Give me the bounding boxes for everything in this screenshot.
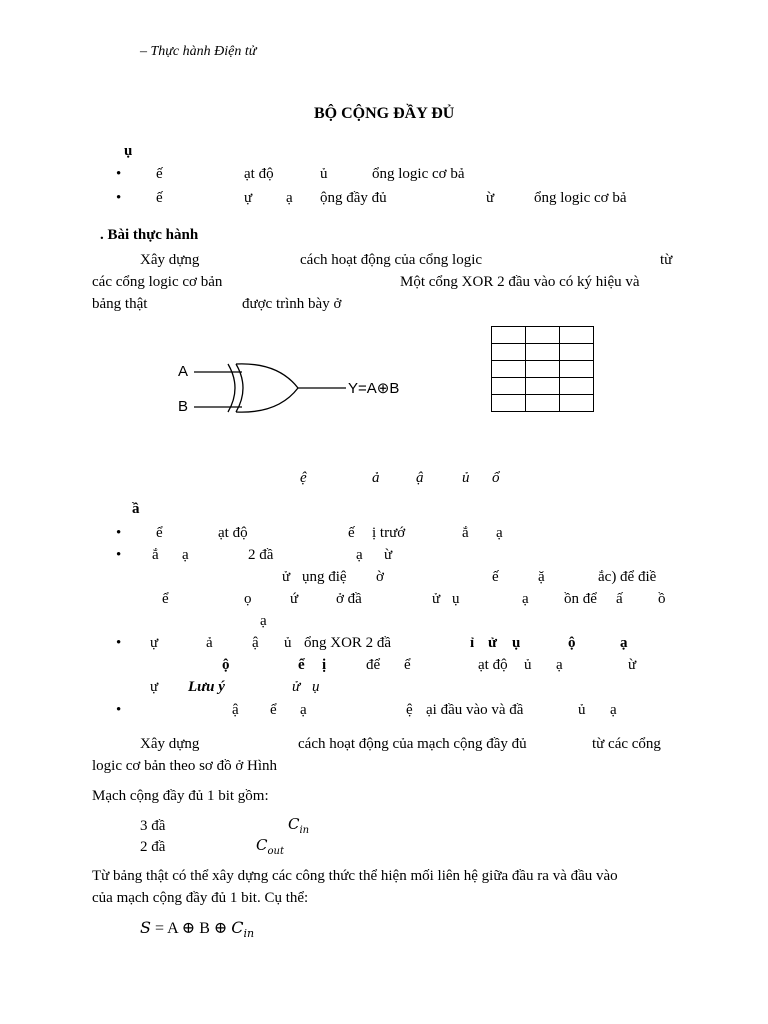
objective-1-frag: ổng logic cơ bả: [372, 166, 465, 182]
bullet-icon: •: [116, 635, 122, 651]
gate-body: [236, 364, 298, 412]
step4-frag: ạ: [610, 702, 617, 718]
table-cell: [492, 344, 526, 361]
step3-frag: ị: [322, 657, 327, 673]
para1-text: bảng thật: [92, 296, 148, 312]
step3-frag: ụ: [312, 679, 320, 695]
step3-frag: ộ: [568, 635, 576, 651]
step3-frag: ạ: [620, 635, 628, 651]
step2-frag: ồn để: [564, 591, 597, 607]
para2-text: Xây dựng: [140, 736, 200, 752]
step3-frag: ộ: [222, 657, 230, 673]
para2-text: logic cơ bản theo sơ đồ ở Hình: [92, 758, 278, 774]
step3-frag: ủ: [524, 657, 532, 673]
table-cell: [560, 344, 594, 361]
step2-frag: ế: [492, 569, 499, 585]
step3-frag: ể: [298, 657, 305, 673]
table-cell: [560, 361, 594, 378]
step2-frag: ở đầ: [336, 591, 362, 607]
step2-frag: ụng điệ: [302, 569, 347, 585]
step2-frag: ạ: [522, 591, 529, 607]
table-cell: [492, 327, 526, 344]
table-cell: [526, 361, 560, 378]
step2-frag: ạ: [356, 547, 363, 563]
objective-2-frag: ừ: [486, 190, 495, 206]
para1-text: được trình bày ở: [242, 296, 342, 312]
step2-frag: ặ: [538, 569, 545, 585]
table-cell: [526, 378, 560, 395]
step4-frag: ậ: [232, 702, 239, 718]
bullet-icon: •: [116, 525, 122, 541]
step2-frag: ừ: [384, 547, 393, 563]
para4-text: Từ bảng thật có thể xây dựng các công thức thể hiện mối liên hệ giữa đầu ra và đầu vào: [92, 868, 618, 884]
caption-frag: ổ: [492, 470, 500, 486]
step3-frag: ử: [488, 635, 498, 651]
outputs-label: 2 đầ: [140, 839, 166, 855]
step1-frag: ắ: [462, 525, 469, 541]
table-cell: [560, 395, 594, 412]
step2-frag: ọ: [244, 591, 252, 607]
para1-text: Xây dựng: [140, 252, 200, 268]
objective-2-frag: ự: [244, 190, 253, 206]
step3-frag: ậ: [252, 635, 259, 651]
table-cell: [492, 361, 526, 378]
para1-text: cách hoạt động của cổng logic: [300, 252, 483, 268]
bullet-icon: •: [116, 190, 122, 206]
para1-text: các cổng logic cơ bản: [92, 274, 223, 290]
step3-frag: ả: [206, 635, 213, 651]
objective-heading: ụ: [124, 143, 133, 159]
caption-frag: ủ: [462, 470, 470, 486]
gate-input-a-label: A: [178, 363, 189, 380]
step2-frag: ứ: [290, 591, 299, 607]
objective-2-frag: ộng đầy đủ: [320, 190, 387, 206]
para2-text: từ các cổng: [592, 736, 661, 752]
table-cell: [492, 378, 526, 395]
objective-1-frag: ủ: [320, 166, 328, 182]
bullet-icon: •: [116, 166, 122, 182]
step2-frag: ử: [282, 569, 291, 585]
xor-extra-curve: [228, 364, 235, 412]
table-cell: [526, 327, 560, 344]
step3-frag: ổng XOR 2 đầ: [304, 635, 392, 651]
step2-frag: ắc) để điề: [598, 569, 657, 585]
step3-frag: ạt độ: [478, 657, 508, 673]
step1-frag: ạ: [496, 525, 503, 541]
step2-frag: ể: [162, 591, 169, 607]
step2-frag: ấ: [616, 591, 623, 607]
step1-frag: ị trướ: [372, 525, 406, 541]
step3-frag: ự: [150, 679, 159, 695]
objective-2-frag: ổng logic cơ bả: [534, 190, 627, 206]
step3-frag: ỉ: [470, 635, 475, 651]
table-cell: [560, 327, 594, 344]
step4-frag: ủ: [578, 702, 586, 718]
gate-output-label: Y=A⊕B: [348, 380, 400, 397]
step4-frag: ạ: [300, 702, 307, 718]
gate-input-b-label: B: [178, 398, 189, 415]
cin-symbol: $C_{in}$: [288, 815, 310, 836]
caption-frag: ậ: [416, 470, 424, 486]
bullet-icon: •: [116, 547, 122, 563]
step4-frag: ể: [270, 702, 277, 718]
step1-frag: ế: [348, 525, 355, 541]
objective-2-frag: ạ: [286, 190, 293, 206]
step2-frag: ử: [432, 591, 441, 607]
gate-back-curve: [236, 364, 243, 412]
objective-2-frag: ế: [156, 190, 163, 206]
section-heading: . Bài thực hành: [100, 227, 199, 243]
inputs-label: 3 đầ: [140, 818, 166, 834]
sum-formula: S = A ⊕ B ⊕ $C_{in}$: [140, 918, 255, 941]
step3-frag: ể: [404, 657, 411, 673]
step3-frag: ử: [292, 679, 301, 695]
page-title: BỘ CỘNG ĐẦY ĐỦ: [314, 105, 455, 122]
step3-frag: ủ: [284, 635, 292, 651]
page-header: – Thực hành Điện tử: [140, 44, 257, 59]
step3-frag: ự: [150, 635, 159, 651]
step1-frag: ạt độ: [218, 525, 248, 541]
step3-frag: ạ: [556, 657, 563, 673]
step4-frag: ại đầu vào và đầ: [426, 702, 524, 718]
step2-frag: ắ: [152, 547, 159, 563]
step2-frag: ụ: [452, 591, 460, 607]
para4-text: của mạch cộng đầy đủ 1 bit. Cụ thể:: [92, 890, 309, 906]
xor-gate-diagram: [170, 350, 420, 420]
step3-frag: để: [366, 657, 381, 673]
step1-frag: ể: [156, 525, 163, 541]
table-cell: [560, 378, 594, 395]
para1-text: Một cổng XOR 2 đầu vào có ký hiệu và: [400, 274, 640, 290]
para1-text: từ: [660, 252, 673, 268]
step2-frag: 2 đầ: [248, 547, 274, 563]
para2-text: cách hoạt động của mạch cộng đầy đủ: [298, 736, 527, 752]
step2-frag: ạ: [182, 547, 189, 563]
objective-1-frag: ế: [156, 166, 163, 182]
objective-1-frag: ạt độ: [244, 166, 274, 182]
step4-frag: ệ: [406, 702, 413, 718]
caption-frag: ệ: [300, 470, 307, 486]
caption-frag: ả: [372, 470, 380, 486]
step3-note-label: Lưu ý: [188, 679, 225, 695]
table-cell: [526, 344, 560, 361]
steps-heading: ầ: [132, 501, 140, 517]
step2-frag: ồ: [658, 591, 666, 607]
step2-frag: ạ: [260, 613, 267, 629]
cout-symbol: $C_{out}$: [256, 836, 284, 857]
bullet-icon: •: [116, 702, 122, 718]
step3-frag: ừ: [628, 657, 637, 673]
truth-table: [491, 326, 594, 412]
step2-frag: ờ: [376, 569, 384, 585]
table-cell: [526, 395, 560, 412]
step3-frag: ụ: [512, 635, 521, 651]
table-cell: [492, 395, 526, 412]
para3-text: Mạch cộng đầy đủ 1 bit gồm:: [92, 788, 269, 804]
